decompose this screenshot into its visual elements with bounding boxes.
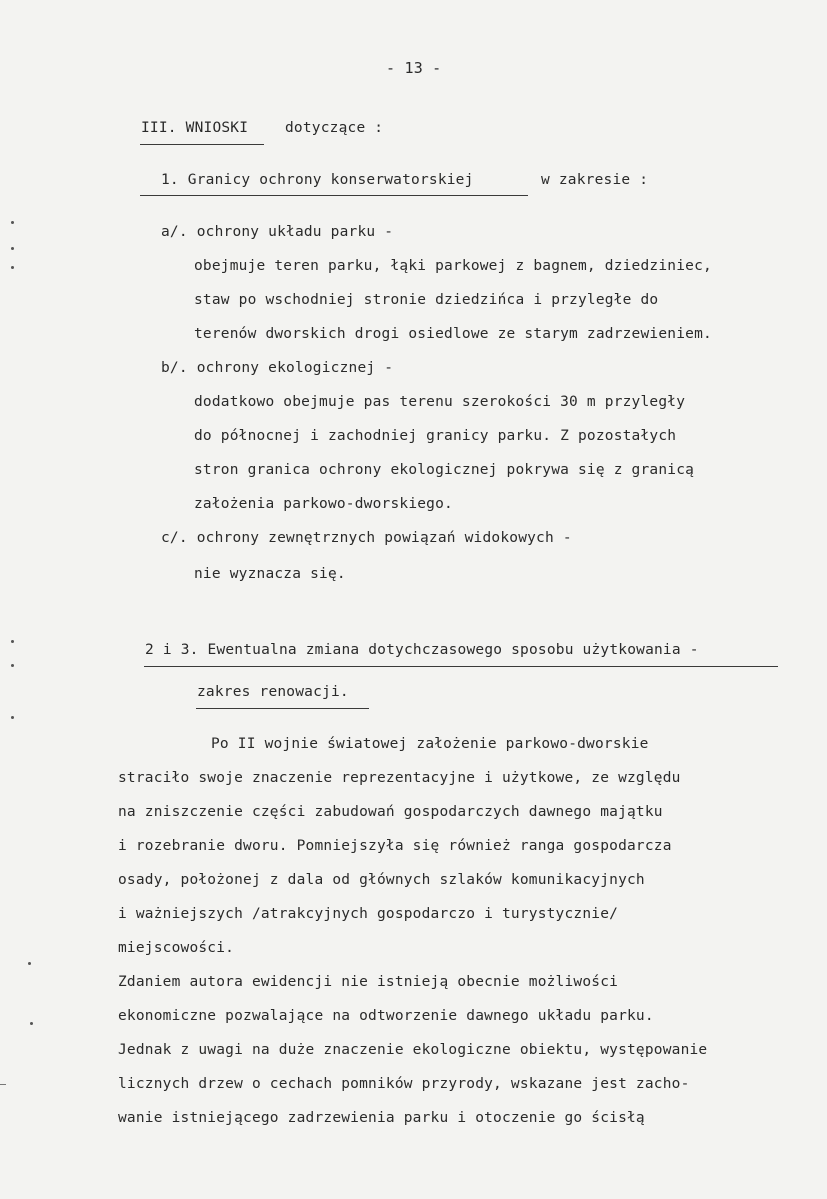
margin-speck [11,640,14,643]
margin-speck [11,221,14,224]
paragraph-line: wanie istniejącego zadrzewienia parku i otoczenie go ścisłą [118,1110,645,1126]
item-c-title: c/. ochrony zewnętrznych powiązań widokowych - [161,530,572,546]
paragraph-line: Jednak z uwagi na duże znaczenie ekologiczne obiektu, występowanie [118,1042,708,1058]
margin-speck [11,716,14,719]
section-heading-underline [140,144,264,145]
subsection-1-underline [140,195,528,196]
paragraph-line: na zniszczenie części zabudowań gospodarczych dawnego majątku [118,804,663,820]
margin-speck [11,664,14,667]
margin-speck [11,266,14,269]
paragraph-line: Po II wojnie światowej założenie parkowo-dworskie [211,736,649,752]
item-b-title: b/. ochrony ekologicznej - [161,360,394,376]
paragraph-line: ekonomiczne pozwalające na odtworzenie dawnego układu parku. [118,1008,654,1024]
paragraph-line: licznych drzew o cechach pomników przyrody, wskazane jest zacho- [118,1076,690,1092]
item-b-line: do północnej i zachodniej granicy parku. Z pozostałych [194,428,677,444]
margin-speck [28,962,31,965]
paragraph-line: Zdaniem autora ewidencji nie istnieją obecnie możliwości [118,974,619,990]
subsection-23-underline [144,666,778,667]
subsection-23-underline-cont [196,708,369,709]
section-heading-rest: dotyczące : [285,120,384,136]
item-b-line: dodatkowo obejmuje pas terenu szerokości 30 m przyległy [194,394,686,410]
section-heading: III. WNIOSKI [141,120,249,136]
subsection-1-rest: w zakresie : [541,172,649,188]
margin-mark [0,1084,6,1085]
paragraph-line: i ważniejszych /atrakcyjnych gospodarczo i turystycznie/ [118,906,619,922]
subsection-23-title-cont: zakres renowacji. [197,684,349,700]
subsection-23-title: 2 i 3. Ewentualna zmiana dotychczasowego sposobu użytkowania - [145,642,699,658]
paragraph-line: osady, położonej z dala od głównych szlaków komunikacyjnych [118,872,645,888]
margin-speck [30,1022,33,1025]
item-b-line: założenia parkowo-dworskiego. [194,496,453,512]
paragraph-line: miejscowości. [118,940,235,956]
subsection-1-title: 1. Granicy ochrony konserwatorskiej [161,172,474,188]
page-number: - 13 - [386,59,442,77]
item-a-line: staw po wschodniej stronie dziedzińca i przyległe do [194,292,659,308]
margin-speck [11,247,14,250]
item-b-line: stron granica ochrony ekologicznej pokrywa się z granicą [194,462,695,478]
item-a-line: obejmuje teren parku, łąki parkowej z bagnem, dziedziniec, [194,258,712,274]
paragraph-line: i rozebranie dworu. Pomniejszyła się również ranga gospodarcza [118,838,672,854]
item-c-line: nie wyznacza się. [194,566,346,582]
paragraph-line: straciło swoje znaczenie reprezentacyjne i użytkowe, ze względu [118,770,681,786]
item-a-title: a/. ochrony układu parku - [161,224,394,240]
item-a-line: terenów dworskich drogi osiedlowe ze starym zadrzewieniem. [194,326,712,342]
